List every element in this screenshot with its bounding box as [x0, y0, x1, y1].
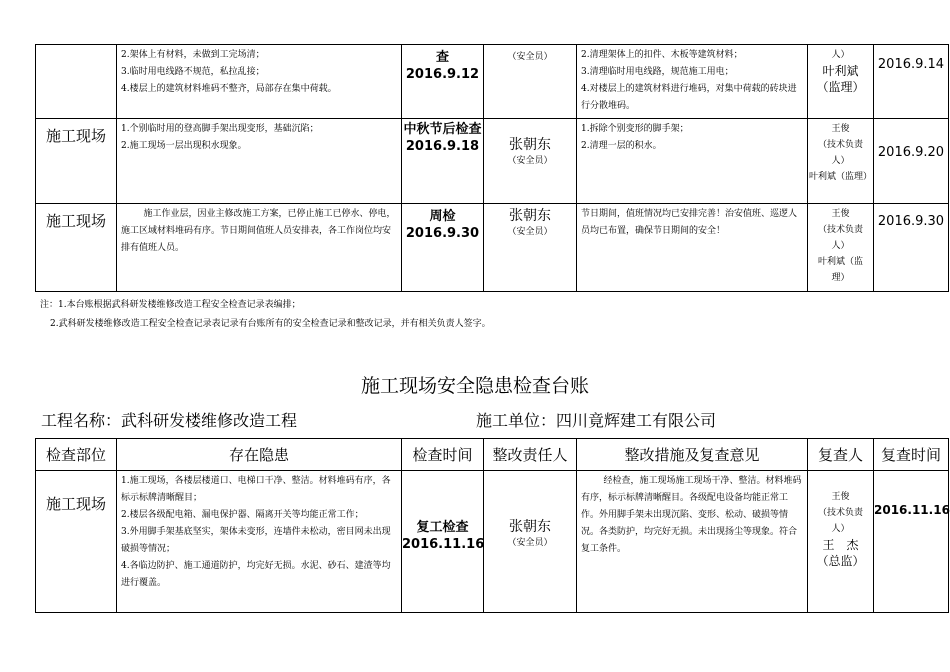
issue-item: 2.施工现场一层出现积水现象。: [121, 141, 247, 151]
reviewer-line: （监理）: [816, 80, 865, 94]
note-line-2: 2.武科研发楼维修改造工程安全检查记录表记录有台账所有的安全检查记录和整改记录，并有相关负责人签字。: [50, 319, 491, 329]
reviewer-line: （技术负责: [817, 508, 863, 518]
issue-item: 4.楼层上的建筑材料堆码不整齐，局部存在集中荷载。: [121, 84, 337, 94]
location-cell: 施工现场: [36, 471, 117, 613]
reviewer-line: 王 杰: [822, 538, 859, 552]
reviewer-line: （总监）: [816, 554, 865, 568]
measure-item: 经检查，施工现场施工现场干净、整洁。材料堆码有序，标示标牌清晰醒目。各级配电设备均能正常工作。外用脚手架未出现沉陷、变形、松动、破损等情况。各类防护，均完好无损。未出现扬尘等现象。符合复工条件。: [581, 476, 802, 554]
measure-item: 1.拆除个别变形的脚手架；: [581, 124, 689, 134]
measures-cell: [577, 471, 808, 613]
header-row: [36, 439, 949, 471]
check-name: 复工检查: [416, 520, 469, 535]
check-name: 查: [435, 50, 449, 65]
check-name: 中秋节后检查: [403, 122, 482, 137]
measure-item: 2.清理一层的积水。: [581, 141, 662, 151]
review-date-cell: 2016.9.30: [874, 204, 949, 292]
table-row: [36, 471, 949, 613]
reviewer-cell: [808, 471, 874, 613]
inspection-table-1: [35, 44, 949, 292]
issue-item: 1.个别临时用的登高脚手架出现变形，基础沉陷；: [121, 124, 319, 134]
responsible-role: （安全员）: [507, 227, 553, 237]
measures-cell: [577, 204, 808, 292]
reviewer-line: 王俊: [831, 492, 850, 502]
reviewer-line: （技术负责: [817, 225, 863, 235]
review-date-cell: 2016.9.20: [874, 119, 949, 204]
issue-item: 1.施工现场，各楼层楼道口、电梯口干净、整洁。材料堆码有序，各标示标牌清晰醒目；: [121, 476, 391, 503]
responsible-role: （安全员）: [507, 52, 553, 62]
responsible-role: （安全员）: [507, 156, 553, 166]
check-time-cell: [402, 204, 484, 292]
issue-item: 4.各临边防护、施工通道防护，均完好无损。水泥、砂石、建渣等均进行覆盖。: [121, 561, 391, 588]
issue-item: 2.架体上有材料，未做到工完场清；: [121, 50, 265, 60]
page-title: 施工现场安全隐患检查台账: [360, 375, 589, 397]
reviewer-line: 王俊: [831, 209, 850, 219]
responsible-name: 张朝东: [509, 137, 551, 153]
reviewer-line: 人）: [831, 524, 850, 534]
measures-cell: [577, 119, 808, 204]
responsible-role: （安全员）: [507, 538, 553, 548]
check-time-cell: [402, 471, 484, 613]
table-row: [36, 119, 949, 204]
issues-cell: [117, 45, 402, 119]
header-measures: 整改措施及复查意见: [577, 439, 808, 471]
reviewer-cell: [808, 119, 874, 204]
reviewer-line: 叶利斌（监: [817, 257, 863, 267]
issues-cell: [117, 471, 402, 613]
issue-item: 3.外用脚手架基底坚实，架体未变形，连墙件未松动，密目网未出现破损等情况；: [121, 527, 391, 554]
reviewer-line: （技术负责: [817, 140, 863, 150]
location-cell: 施工现场: [36, 119, 117, 204]
check-date: 2016.9.12: [405, 67, 480, 82]
reviewer-line: 叶利斌: [822, 64, 859, 78]
table-row: [36, 204, 949, 292]
responsible-name: 张朝东: [509, 208, 551, 224]
reviewer-line: 人）: [831, 156, 850, 166]
reviewer-cell: [808, 45, 874, 119]
header-issues: 存在隐患: [117, 439, 402, 471]
reviewer-line: 理）: [831, 273, 850, 283]
location-cell: [36, 45, 117, 119]
check-name: 周检: [429, 209, 456, 224]
reviewer-line: 叶利斌（监理）: [808, 172, 872, 182]
measures-cell: [577, 45, 808, 119]
construction-unit: 施工单位：四川竟辉建工有限公司: [476, 411, 717, 430]
table-row: [36, 45, 949, 119]
check-date: 2016.11.16: [402, 537, 485, 552]
reviewer-line: 人）: [831, 241, 850, 251]
responsible-cell: [484, 45, 577, 119]
header-check-time: 检查时间: [402, 439, 484, 471]
reviewer-cell: [808, 204, 874, 292]
project-name: 工程名称：武科研发楼维修改造工程: [41, 411, 298, 430]
note-line-1: 注：1.本台账根据武科研发楼维修改造工程安全检查记录表编排；: [40, 300, 301, 310]
check-date: 2016.9.30: [405, 226, 480, 241]
header-responsible: 整改责任人: [484, 439, 577, 471]
measure-item: 节日期间，值班情况均已安排完善！治安值班、巡逻人员均已布置，确保节日期间的安全！: [581, 209, 798, 236]
location-cell: 施工现场: [36, 204, 117, 292]
measure-item: 2.清理架体上的扣件、木板等建筑材料；: [581, 50, 743, 60]
header-reviewer: 复查人: [808, 439, 874, 471]
check-time-cell: [402, 119, 484, 204]
review-date-cell: 2016.9.14: [874, 45, 949, 119]
issue-item: 施工作业层，因业主修改施工方案，已停止施工已停水、停电，施工区域材料堆码有序。节日期间值班人员安排表，各工作岗位均安排有值班人员。: [121, 209, 396, 253]
measure-item: 3.清理临时用电线路，规范施工用电；: [581, 67, 734, 77]
issue-item: 2.楼层各级配电箱、漏电保护器、隔离开关等均能正常工作；: [121, 510, 364, 520]
check-date: 2016.9.18: [405, 139, 480, 154]
issue-item: 3.临时用电线路不规范，私拉乱接；: [121, 67, 265, 77]
reviewer-line: 人）: [831, 50, 850, 60]
responsible-cell: [484, 204, 577, 292]
responsible-cell: [484, 119, 577, 204]
responsible-name: 张朝东: [509, 519, 551, 535]
inspection-table-2: [35, 438, 949, 613]
header-review-date: 复查时间: [874, 439, 949, 471]
review-date-cell: 2016.11.16: [874, 471, 949, 613]
header-location: 检查部位: [36, 439, 117, 471]
reviewer-line: 王俊: [831, 124, 850, 134]
check-time-cell: [402, 45, 484, 119]
measure-item: 4.对楼层上的建筑材料进行堆码，对集中荷载的砖块进行分散堆码。: [581, 84, 797, 111]
issues-cell: [117, 204, 402, 292]
responsible-cell: [484, 471, 577, 613]
issues-cell: [117, 119, 402, 204]
